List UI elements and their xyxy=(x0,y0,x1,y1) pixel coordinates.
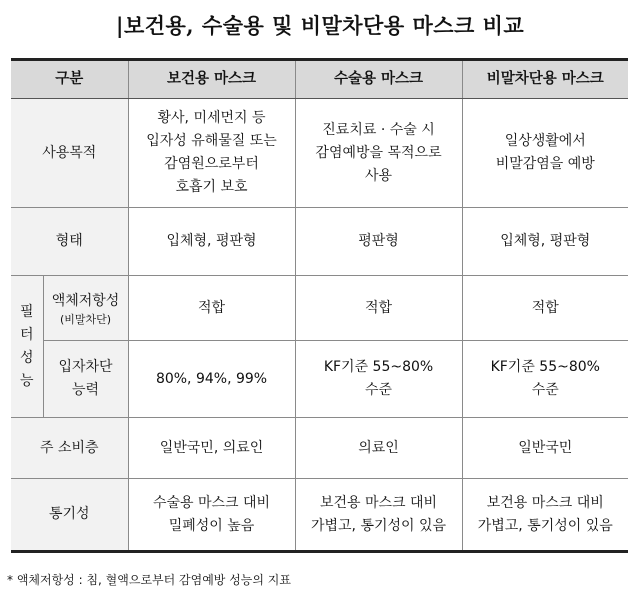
label-breathability: 통기성 xyxy=(11,479,128,552)
cell-users-health: 일반국민, 의료인 xyxy=(128,418,295,479)
cell-purpose-droplet: 일상생활에서 비말감염을 예방 xyxy=(462,99,628,208)
cell-liquid-droplet: 적합 xyxy=(462,276,628,341)
row-liquid-resistance xyxy=(11,276,628,341)
header-row xyxy=(11,60,628,99)
comparison-table xyxy=(11,58,628,553)
label-purpose: 사용목적 xyxy=(11,99,128,208)
cell-liquid-surgical: 적합 xyxy=(295,276,462,341)
label-particle-blocking: 입자차단 능력 xyxy=(43,341,128,418)
cell-particle-health: 80%, 94%, 99% xyxy=(128,341,295,418)
label-main-users: 주 소비층 xyxy=(11,418,128,479)
cell-shape-droplet: 입체형, 평판형 xyxy=(462,208,628,276)
cell-users-droplet: 일반국민 xyxy=(462,418,628,479)
header-surgical-mask: 수술용 마스크 xyxy=(295,60,462,99)
cell-shape-surgical: 평판형 xyxy=(295,208,462,276)
cell-breath-health: 수술용 마스크 대비 밀폐성이 높음 xyxy=(128,479,295,552)
cell-shape-health: 입체형, 평판형 xyxy=(128,208,295,276)
cell-users-surgical: 의료인 xyxy=(295,418,462,479)
row-purpose xyxy=(11,99,628,208)
cell-purpose-health: 황사, 미세먼지 등 입자성 유해물질 또는 감염원으로부터 호흡기 보호 xyxy=(128,99,295,208)
cell-particle-surgical: KF기준 55~80% 수준 xyxy=(295,341,462,418)
cell-breath-droplet: 보건용 마스크 대비 가볍고, 통기성이 있음 xyxy=(462,479,628,552)
row-breathability xyxy=(11,479,628,552)
row-shape xyxy=(11,208,628,276)
header-category: 구분 xyxy=(11,60,128,99)
row-particle-blocking xyxy=(11,341,628,418)
cell-breath-surgical: 보건용 마스크 대비 가볍고, 통기성이 있음 xyxy=(295,479,462,552)
header-droplet-mask: 비말차단용 마스크 xyxy=(462,60,628,99)
label-liquid-resistance-sub: (비말차단) xyxy=(59,312,112,326)
label-filter-performance: 필 터 성 능 xyxy=(11,276,43,418)
cell-particle-droplet: KF기준 55~80% 수준 xyxy=(462,341,628,418)
label-liquid-resistance: 액체저항성 (비말차단) xyxy=(43,276,128,341)
row-main-users xyxy=(11,418,628,479)
label-shape: 형태 xyxy=(11,208,128,276)
header-health-mask: 보건용 마스크 xyxy=(128,60,295,99)
page-title: |보건용, 수술용 및 비말차단용 마스크 비교 xyxy=(115,13,525,38)
footnote: * 액체저항성 : 침, 혈액으로부터 감염예방 성능의 지표 xyxy=(7,573,291,587)
cell-liquid-health: 적합 xyxy=(128,276,295,341)
cell-purpose-surgical: 진료치료 · 수술 시 감염예방을 목적으로 사용 xyxy=(295,99,462,208)
